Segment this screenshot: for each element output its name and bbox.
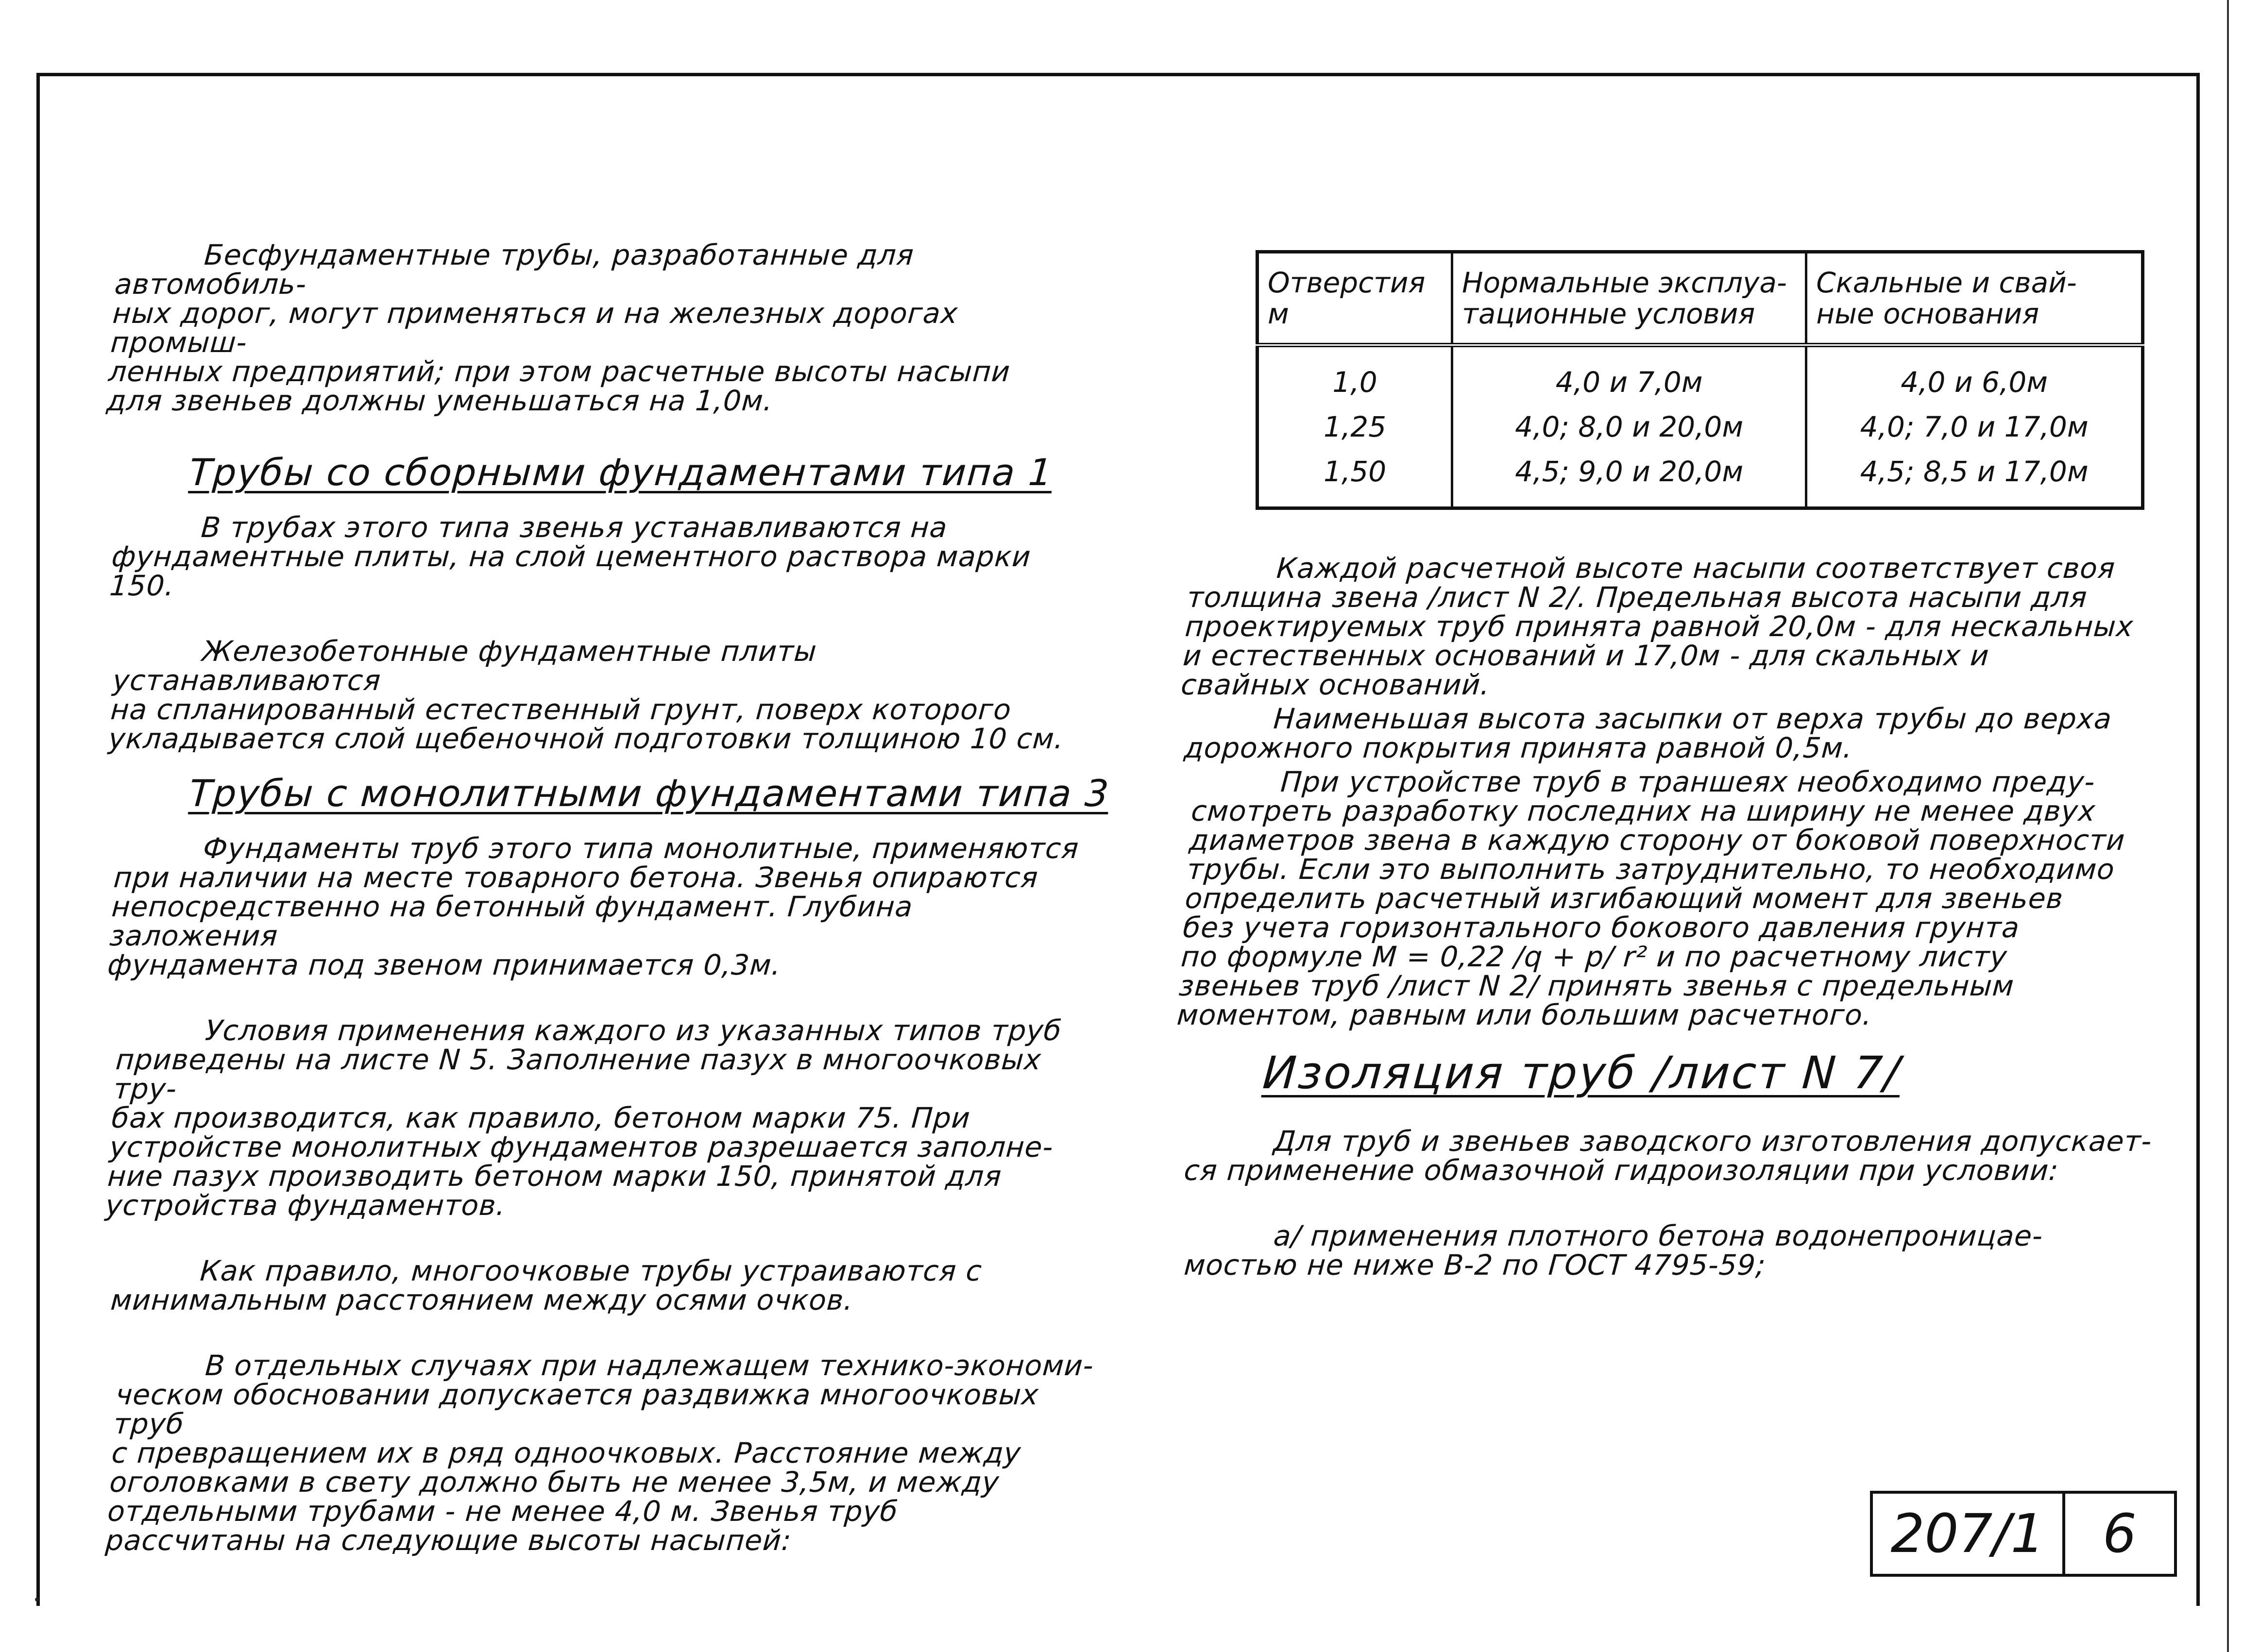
table-cell: 4,0 и 6,0м xyxy=(1806,345,2143,405)
sheet-number: 6 xyxy=(2103,1502,2137,1565)
table-cell: 4,0 и 7,0м xyxy=(1452,345,1806,405)
column-header-opening: Отверстия м xyxy=(1257,252,1452,345)
title-block-stamp xyxy=(1870,1491,2177,1577)
scan-dot xyxy=(35,1598,39,1601)
type1-paragraph-1: В трубах этого типа звенья устанавливаются на фундаментные плиты, на слой цементного раствора марки 150. xyxy=(108,511,1032,602)
table-row xyxy=(1257,405,2143,449)
sheet-edge xyxy=(2227,0,2229,1652)
fill-heights-table xyxy=(1256,250,2144,510)
table-cell: 4,0; 8,0 и 20,0м xyxy=(1452,405,1806,449)
table-cell: 1,50 xyxy=(1257,449,1452,508)
type3-paragraph-2: Условия применения каждого из указанных типов труб приведены на листе N 5. Заполнение пазух в многоочковых тру- бах производится, как правило, бетоном марки 75. При устройстве монолитных фундаментов разрешается заполне- ние пазух производить бетоном марки 150, принятой для устройства фундаментов. xyxy=(104,1014,1063,1222)
document-number: 207/1 xyxy=(1873,1494,2065,1574)
table-cell: 1,0 xyxy=(1257,345,1452,405)
right-column xyxy=(1175,552,2195,1316)
type3-paragraph-1: Фундаменты труб этого типа монолитные, применяются при наличии на месте товарного бетона. Звенья опираются непосредственно на бетонный фундамент. Глубина заложения фундамента под звеном принимается 0,3м. xyxy=(106,832,1080,981)
column-header-normal: Нормальные эксплуа- тационные условия xyxy=(1452,252,1806,345)
trench-paragraph: При устройстве труб в траншеях необходимо преду- смотреть разработку последних на ширину не менее двух диаметров звена в каждую сторону от боковой поверхности трубы. Если это выполнить затруднительно, то необходимо определить расчетный изгибающий момент для звеньев без учета горизонтального бокового давления грунта по формуле M = 0,22 /q + p/ r² и по расчетному листу звеньев труб /лист N 2/ принять звенья с предельным моментом, равным или большим расчетного. xyxy=(1175,765,2126,1031)
isolation-paragraph-1: Для труб и звеньев заводского изготовления допускает- ся применение обмазочной гидроизоляции при условии: xyxy=(1183,1125,2153,1187)
intro-paragraph: Бесфундаментные трубы, разработанные для автомобиль- ных дорог, могут применяться и на железных дорогах промыш- ленных предприятий; при этом расчетные высоты насыпи для звеньев должны уменьшаться на 1,0м. xyxy=(105,238,1012,417)
heading-type1: Трубы со сборными фундаментами типа 1 xyxy=(187,451,1054,494)
table-row xyxy=(1257,449,2143,508)
separation-paragraph: В отдельных случаях при надлежащем технико-экономи- ческом обосновании допускается раздвижка многоочковых труб с превращением их в ряд одноочковых. Расстояние между оголовками в свету должно быть не менее 3,5м, и между отдельными трубами - не менее 4,0 м. Звенья труб рассчитаны на следующие высоты насыпей: xyxy=(104,1349,1095,1557)
heading-isolation: Изоляция труб /лист N 7/ xyxy=(1261,1047,1903,1099)
isolation-paragraph-2: а/ применения плотного бетона водонепроницае- мостью не ниже В-2 по ГОСТ 4795-59; xyxy=(1183,1219,2044,1281)
thickness-paragraph: Каждой расчетной высоте насыпи соответствует своя толщина звена /лист N 2/. Предельная высота насыпи для проектируемых труб принята равной 20,0м - для нескальных и естественных оснований и 17,0м - для скальных и свайных оснований. xyxy=(1180,552,2135,701)
table-header-row xyxy=(1257,252,2143,345)
multi-cell-paragraph: Как правило, многоочковые трубы устраиваются с минимальным расстоянием между осями очков. xyxy=(109,1254,984,1316)
type1-paragraph-2: Железобетонные фундаментные плиты устанавливаются на спланированный естественный грунт, поверх которого укладывается слой щебеночной подготовки толщиною 10 см. xyxy=(107,635,1065,755)
column-header-rocky: Скальные и свай- ные основания xyxy=(1806,252,2143,345)
left-column xyxy=(104,238,1111,1591)
heading-type3: Трубы с монолитными фундаментами типа 3 xyxy=(187,772,1111,815)
table-cell: 1,25 xyxy=(1257,405,1452,449)
table-cell: 4,5; 8,5 и 17,0м xyxy=(1806,449,2143,508)
min-fill-paragraph: Наименьшая высота засыпки от верха трубы до верха дорожного покрытия принята равной 0,5м. xyxy=(1183,702,2113,764)
table-cell: 4,0; 7,0 и 17,0м xyxy=(1806,405,2143,449)
table-row xyxy=(1257,345,2143,405)
table-cell: 4,5; 9,0 и 20,0м xyxy=(1452,449,1806,508)
